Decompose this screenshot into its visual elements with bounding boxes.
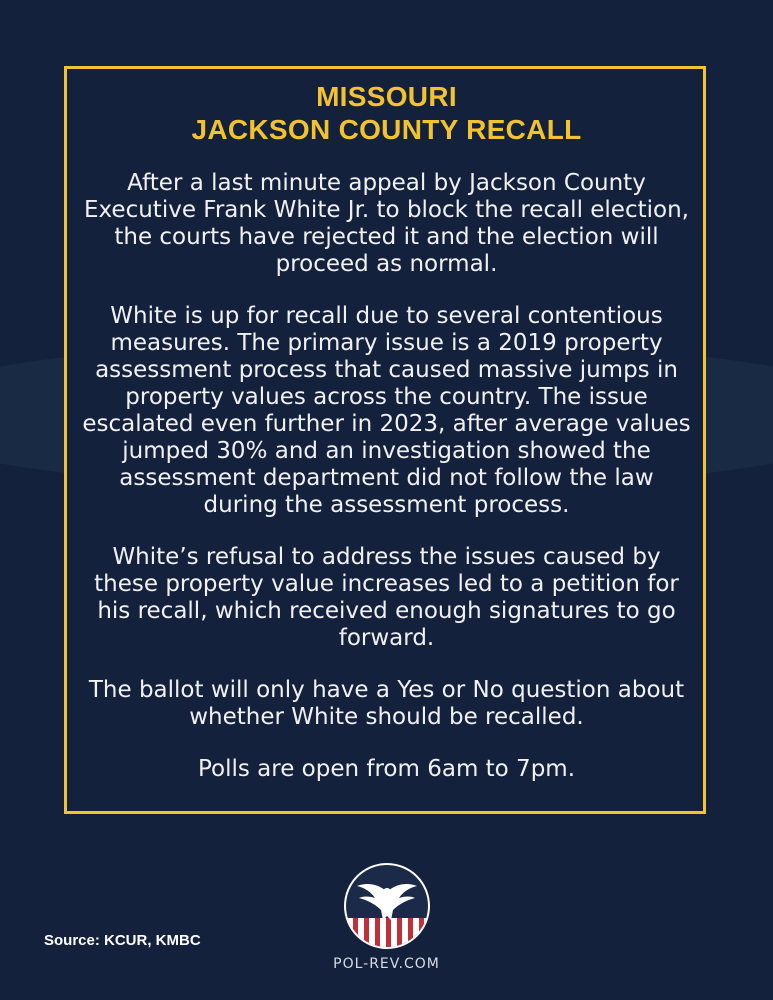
paragraph-petition: White’s refusal to address the issues caused by these property value increases led to a petition for his recall, which received enough signatures to go forward. bbox=[94, 544, 679, 651]
paragraph-appeal: After a last minute appeal by Jackson County Executive Frank White Jr. to block the recall election, the courts have rejected it and the election will proceed as normal. bbox=[84, 170, 689, 277]
eagle-flag-logo-icon bbox=[343, 862, 431, 950]
headline-state: MISSOURI bbox=[316, 81, 457, 112]
headline bbox=[0, 80, 773, 146]
headline-topic: JACKSON COUNTY RECALL bbox=[191, 114, 582, 145]
source-credit: Source: KCUR, KMBC bbox=[44, 932, 201, 949]
article-body bbox=[80, 170, 693, 808]
site-url: POL-REV.COM bbox=[333, 956, 440, 972]
paragraph-reasons: White is up for recall due to several contentious measures. The primary issue is a 2019 property assessment process that caused massive jumps in property values across the country. The issue escalated even further in 2023, after average values jumped 30% and an investigation showed the assessment department did not follow the law during the assessment process. bbox=[82, 303, 691, 518]
paragraph-polls: Polls are open from 6am to 7pm. bbox=[197, 756, 576, 782]
paragraph-ballot: The ballot will only have a Yes or No question about whether White should be recalled. bbox=[88, 677, 685, 730]
